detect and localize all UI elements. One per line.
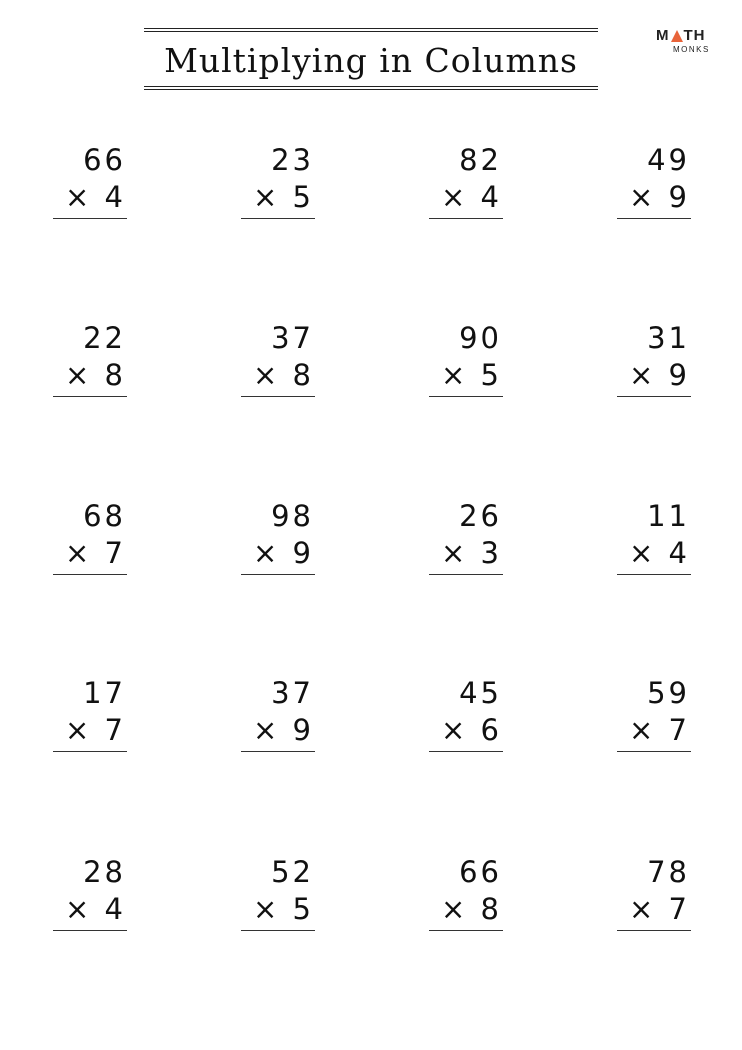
multiplier: × 4: [53, 179, 127, 219]
problem: [617, 675, 691, 752]
problem: [429, 854, 503, 931]
multiplicand: 23: [271, 143, 314, 177]
multiplicand: 49: [647, 143, 690, 177]
multiplier: × 7: [617, 712, 691, 752]
multiplier: × 5: [429, 357, 503, 397]
multiplier: × 3: [429, 535, 503, 575]
logo-text-right: TH: [683, 27, 706, 44]
problem: [241, 498, 315, 575]
problem: [617, 498, 691, 575]
problem: [241, 854, 315, 931]
multiplier: × 9: [617, 357, 691, 397]
page-title: Multiplying in Columns: [164, 40, 578, 80]
problem: [429, 675, 503, 752]
multiplicand: 22: [83, 321, 126, 355]
multiplicand: 31: [647, 321, 690, 355]
problem: [53, 498, 127, 575]
problem: [429, 320, 503, 397]
multiplicand: 90: [459, 321, 502, 355]
multiplier: × 8: [53, 357, 127, 397]
multiplicand: 17: [83, 676, 126, 710]
multiplicand: 37: [271, 321, 314, 355]
multiplier: × 5: [241, 891, 315, 931]
multiplicand: 66: [83, 143, 126, 177]
multiplicand: 82: [459, 143, 502, 177]
multiplier: × 7: [53, 712, 127, 752]
multiplier: × 7: [53, 535, 127, 575]
problem: [429, 498, 503, 575]
multiplier: × 8: [241, 357, 315, 397]
multiplier: × 5: [241, 179, 315, 219]
problem: [53, 675, 127, 752]
problem: [53, 142, 127, 219]
multiplicand: 28: [83, 855, 126, 889]
logo-subtitle: MONKS: [673, 45, 710, 54]
multiplier: × 4: [429, 179, 503, 219]
multiplicand: 59: [647, 676, 690, 710]
multiplicand: 66: [459, 855, 502, 889]
problem: [241, 320, 315, 397]
logo-text-left: M: [656, 27, 670, 44]
problem: [617, 142, 691, 219]
multiplier: × 7: [617, 891, 691, 931]
problem: [241, 675, 315, 752]
multiplier: × 9: [241, 535, 315, 575]
multiplier: × 6: [429, 712, 503, 752]
multiplier: × 8: [429, 891, 503, 931]
multiplicand: 98: [271, 499, 314, 533]
problem: [617, 320, 691, 397]
problem: [241, 142, 315, 219]
multiplicand: 26: [459, 499, 502, 533]
multiplicand: 11: [647, 499, 690, 533]
problem: [53, 854, 127, 931]
multiplicand: 68: [83, 499, 126, 533]
multiplicand: 78: [647, 855, 690, 889]
problem: [53, 320, 127, 397]
multiplicand: 52: [271, 855, 314, 889]
multiplicand: 37: [271, 676, 314, 710]
multiplier: × 4: [617, 535, 691, 575]
multiplier: × 9: [241, 712, 315, 752]
multiplier: × 4: [53, 891, 127, 931]
multiplier: × 9: [617, 179, 691, 219]
problem: [617, 854, 691, 931]
multiplicand: 45: [459, 676, 502, 710]
problem: [429, 142, 503, 219]
